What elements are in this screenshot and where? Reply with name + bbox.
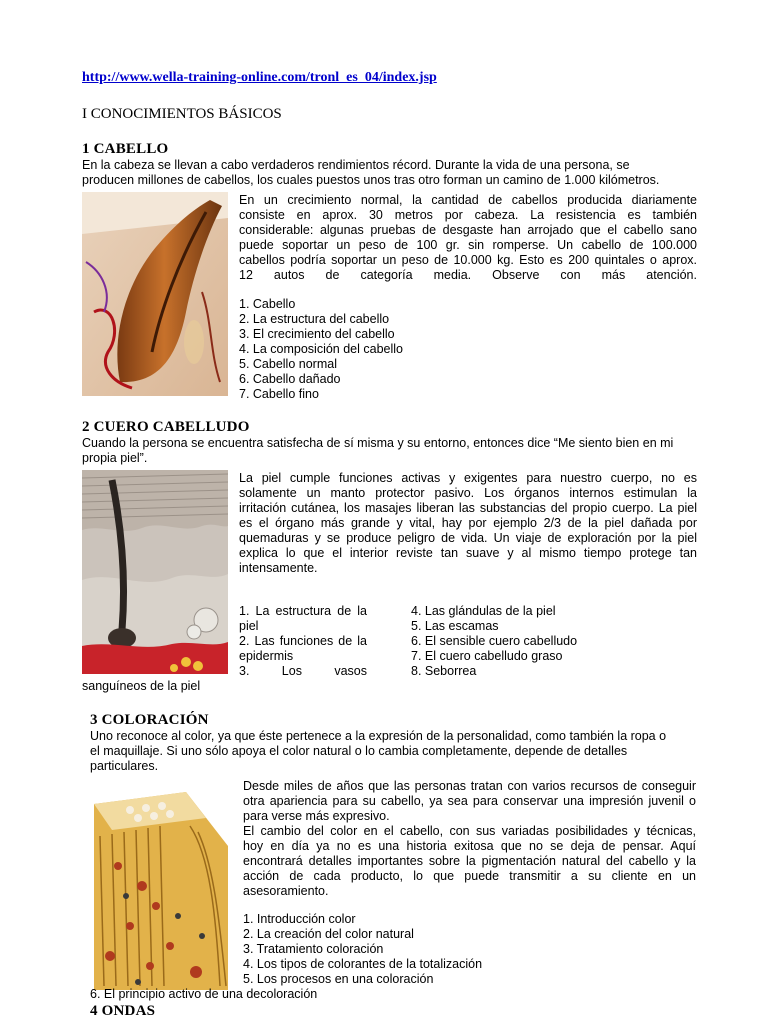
list-item[interactable]: 5. Cabello normal bbox=[239, 357, 337, 371]
hair-cross-section-image bbox=[90, 786, 232, 990]
section-cabello-body: En un crecimiento normal, la cantidad de cabellos producida diariamente consiste en aprox. 30 metros por cabeza. La resistencia es también considerable: algunas pruebas de desgaste han arrojado que el cabello sano puede soportar un peso de 100 gr. sin romperse. Un cabello de 100.000 cabellos podría soportar un peso de 10.000 kg. Esto es 200 quintales o aprox. 12 autos de categoría media. Observe con más atención. bbox=[239, 193, 697, 282]
list-item[interactable]: 5. Los procesos en una coloración bbox=[243, 972, 434, 986]
section-cuero-body: La piel cumple funciones activas y exigentes para nuestro cuerpo, no es solamente un manto protector pasivo. Los órganos internos estimulan la irritación cutánea, los masajes liberan las substancias del propio cuerpo. La piel es el órgano más grande y vital, hay por ejemplo 2/3 de la piel dañada por quemaduras y se produce peligro de vida. Un viaje de exploración por la piel explica lo que el interior reviste tan suave y al mismo tiempo protege tan intensamente. bbox=[239, 471, 697, 575]
list-item[interactable]: 2. La creación del color natural bbox=[243, 927, 414, 941]
list-item[interactable]: 7. El cuero cabelludo graso bbox=[411, 649, 563, 663]
main-title: I CONOCIMIENTOS BÁSICOS bbox=[82, 106, 282, 122]
list-item[interactable]: 3. Tratamiento coloración bbox=[243, 942, 384, 956]
section-cuero-list-left bbox=[239, 604, 367, 679]
list-item[interactable]: 4. Los tipos de colorantes de la totalización bbox=[243, 957, 483, 971]
section-cuero-title: 2 CUERO CABELLUDO bbox=[82, 419, 250, 435]
list-item[interactable]: 4. Las glándulas de la piel bbox=[411, 604, 556, 618]
section-coloracion-list bbox=[243, 912, 482, 987]
list-item[interactable]: 2. La estructura del cabello bbox=[239, 312, 390, 326]
section-ondas-title: 4 ONDAS bbox=[90, 1003, 156, 1019]
list-item[interactable]: 3. Los vasos bbox=[239, 664, 367, 678]
section-cabello-list bbox=[239, 297, 403, 402]
list-item[interactable]: 6. El principio activo de una decoloración bbox=[90, 987, 318, 1001]
list-item[interactable]: piel bbox=[239, 619, 259, 633]
hair-follicle-image bbox=[82, 192, 228, 396]
list-item[interactable]: 7. Cabello fino bbox=[239, 387, 319, 401]
list-item[interactable]: 2. Las funciones de la bbox=[239, 634, 367, 648]
section-cabello-title: 1 CABELLO bbox=[82, 141, 169, 157]
list-item[interactable]: 8. Seborrea bbox=[411, 664, 477, 678]
list-item[interactable]: 1. La estructura de la bbox=[239, 604, 367, 618]
section-cabello-intro: En la cabeza se llevan a cabo verdaderos rendimientos récord. Durante la vida de una persona, se producen millones de cabellos, los cuales puestos unos tras otro forman un camino de 1.000 kilómetros. bbox=[82, 158, 660, 187]
list-item[interactable]: 1. Cabello bbox=[239, 297, 296, 311]
section-cuero-intro: Cuando la persona se encuentra satisfecha de sí misma y su entorno, entonces dice “Me siento bien en mi propia piel”. bbox=[82, 436, 674, 465]
list-item[interactable]: 6. Cabello dañado bbox=[239, 372, 341, 386]
section-coloracion-body-b: El cambio del color en el cabello, con sus variadas posibilidades y técnicas, hoy en día ya no es una historia exitosa que no se deja de pensar. Aquí encontrará detalles importantes sobre la pigmentación natural del cabello y la acción de cada producto, lo que puede transmitir a su cliente en un asesoramiento. bbox=[243, 824, 696, 898]
list-item[interactable]: 4. La composición del cabello bbox=[239, 342, 403, 356]
section-cuero-list-right bbox=[411, 604, 577, 679]
list-item[interactable]: 1. Introducción color bbox=[243, 912, 356, 926]
section-coloracion-body-a: Desde miles de años que las personas tratan con varios recursos de conseguir otra apariencia para su cabello, ya sea para conservar una impresión juvenil o para verse más expresivo. bbox=[243, 779, 696, 823]
scalp-skin-image bbox=[82, 470, 228, 674]
section-coloracion-title: 3 COLORACIÓN bbox=[90, 712, 209, 728]
list-item-tail: sanguíneos de la piel bbox=[82, 679, 201, 693]
list-item[interactable]: epidermis bbox=[239, 649, 294, 663]
list-item[interactable]: 5. Las escamas bbox=[411, 619, 499, 633]
section-coloracion-intro: Uno reconoce al color, ya que éste pertenece a la expresión de la personalidad, como también la ropa o el maquillaje. Si uno sólo apoya el color natural o lo cambia completamente, depende de detalles particulares. bbox=[90, 729, 667, 773]
list-item[interactable]: 6. El sensible cuero cabelludo bbox=[411, 634, 578, 648]
list-item[interactable]: 3. El crecimiento del cabello bbox=[239, 327, 395, 341]
wella-training-link[interactable]: http://www.wella-training-online.com/tronl_es_04/index.jsp bbox=[82, 70, 437, 85]
